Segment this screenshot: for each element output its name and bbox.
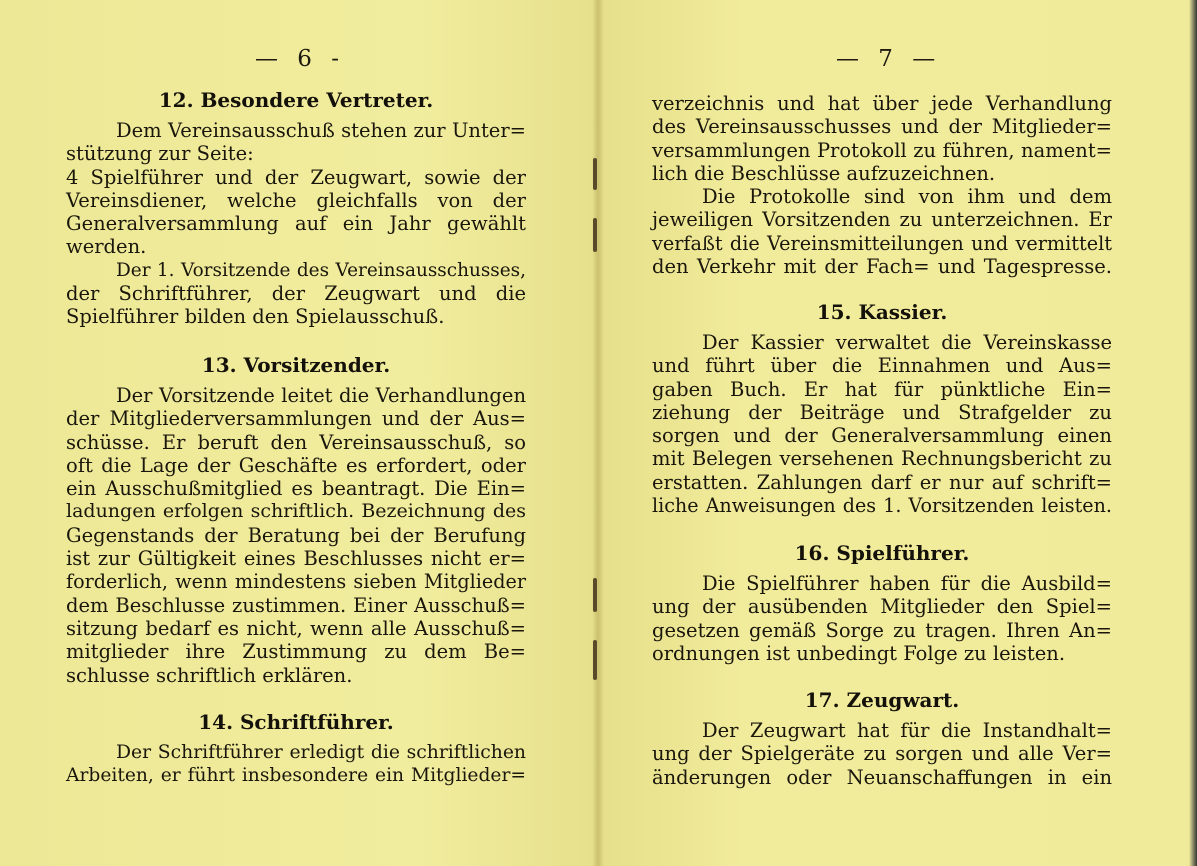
text-line: der Schriftführer, der Zeugwart und die (66, 282, 526, 306)
book-gutter (592, 0, 604, 866)
text-line: sitzung bedarf es nicht, wenn alle Ausschuß= (66, 616, 526, 640)
text-line: Dem Vereinsausschuß stehen zur Unter= (116, 119, 526, 142)
section-body-14-continued (652, 92, 1112, 278)
page-number-left: — 6 - (255, 46, 346, 72)
text-line: jeweiligen Vorsitzenden zu unterzeichnen. Er (652, 208, 1112, 232)
binding-staple (593, 218, 597, 252)
text-line: den Verkehr mit der Fach= und Tagespresse. (652, 255, 1112, 279)
text-line: oft die Lage der Geschäfte es erfordert, oder (66, 453, 526, 477)
text-line: ein Ausschußmitglied es beantragt. Die Ein= (66, 477, 526, 501)
text-line: mit Belegen versehenen Rechnungsbericht zu (652, 447, 1112, 471)
text-line: ist zur Gültigkeit eines Beschlusses nicht er= (66, 547, 526, 571)
binding-staple (593, 158, 597, 190)
text-line: dem Beschlusse zustimmen. Einer Ausschuß= (66, 593, 526, 617)
section-body-14 (66, 741, 526, 788)
text-line: ziehung der Beiträge und Strafgelder zu (652, 400, 1112, 424)
text-line: Die Protokolle sind von ihm und dem (702, 185, 1112, 209)
text-line: Der Vorsitzende leitet die Verhandlungen (116, 384, 526, 407)
text-line: Vereinsdiener, welche gleichfalls von der (66, 188, 526, 212)
text-line: Spielführer bilden den Spielausschuß. (66, 305, 445, 329)
text-line: erstatten. Zahlungen darf er nur auf schrift= (652, 470, 1112, 494)
section-heading-12: 12. Besondere Vertreter. (158, 88, 434, 112)
section-body-15 (652, 331, 1112, 517)
text-line: Generalversammlung auf ein Jahr gewählt (66, 212, 526, 236)
section-heading-15: 15. Kassier. (816, 300, 948, 324)
section-body-12 (66, 119, 526, 329)
text-line: werden. (66, 235, 147, 259)
text-line: gesetzen gemäß Sorge zu tragen. Ihren An= (652, 618, 1112, 642)
page-number-right: — 7 — (836, 46, 942, 72)
section-heading-14: 14. Schriftführer. (198, 710, 394, 734)
text-line: sorgen und der Generalversammlung einen (652, 424, 1112, 448)
text-line: Arbeiten, er führt insbesondere ein Mitglieder= (66, 765, 526, 787)
text-line: und führt über die Einnahmen und Aus= (652, 354, 1112, 378)
text-line: liche Anweisungen des 1. Vorsitzenden leisten. (652, 494, 1112, 518)
text-line: verzeichnis und hat über jede Verhandlung (652, 92, 1112, 115)
text-line: schüsse. Er beruft den Vereinsausschuß, so (66, 430, 526, 454)
binding-staple (593, 578, 597, 612)
text-line: stützung zur Seite: (66, 142, 254, 166)
text-line: schlusse schriftlich erklären. (66, 663, 353, 687)
section-heading-17: 17. Zeugwart. (804, 688, 960, 712)
section-body-17 (652, 719, 1112, 789)
text-line: der Mitgliederversammlungen und der Aus= (66, 407, 526, 431)
text-line: des Vereinsausschusses und der Mitglieder= (652, 115, 1112, 139)
text-line: forderlich, wenn mindestens sieben Mitglieder (66, 570, 526, 594)
section-heading-16: 16. Spielführer. (794, 541, 970, 565)
text-line: Der Zeugwart hat für die Instandhalt= (702, 719, 1112, 742)
text-line: ung der ausübenden Mitglieder den Spiel= (652, 595, 1112, 619)
section-heading-13: 13. Vorsitzender. (201, 353, 391, 377)
text-line: ung der Spielgeräte zu sorgen und alle Ver= (652, 742, 1112, 766)
text-line: ordnungen ist unbedingt Folge zu leisten. (652, 641, 1066, 665)
text-line: Gegenstands der Beratung bei der Berufung (66, 523, 526, 547)
text-line: lich die Beschlüsse aufzuzeichnen. (652, 161, 996, 185)
section-body-16 (652, 572, 1112, 665)
binding-staple (593, 640, 597, 680)
text-line: ladungen erfolgen schriftlich. Bezeichnung des (66, 500, 526, 523)
text-line: Die Spielführer haben für die Ausbild= (702, 572, 1112, 595)
text-line: mitglieder ihre Zustimmung zu dem Be= (66, 640, 526, 664)
text-line: verfaßt die Vereinsmitteilungen und vermittelt (652, 231, 1112, 255)
text-line: Der Schriftführer erledigt die schriftlichen (116, 742, 526, 763)
section-body-13 (66, 384, 526, 687)
page-edge-shadow (1189, 0, 1197, 866)
text-line: änderungen oder Neuanschaffungen in ein (652, 765, 1112, 789)
page-right (598, 0, 1197, 866)
page-left (0, 0, 598, 866)
text-line: gaben Buch. Er hat für pünktliche Ein= (652, 377, 1112, 401)
text-line: Der 1. Vorsitzende des Vereinsausschusses, (116, 259, 526, 281)
text-line: versammlungen Protokoll zu führen, nament= (652, 138, 1112, 162)
text-line: 4 Spielführer und der Zeugwart, sowie der (66, 165, 526, 189)
text-line: Der Kassier verwaltet die Vereinskasse (702, 331, 1112, 354)
